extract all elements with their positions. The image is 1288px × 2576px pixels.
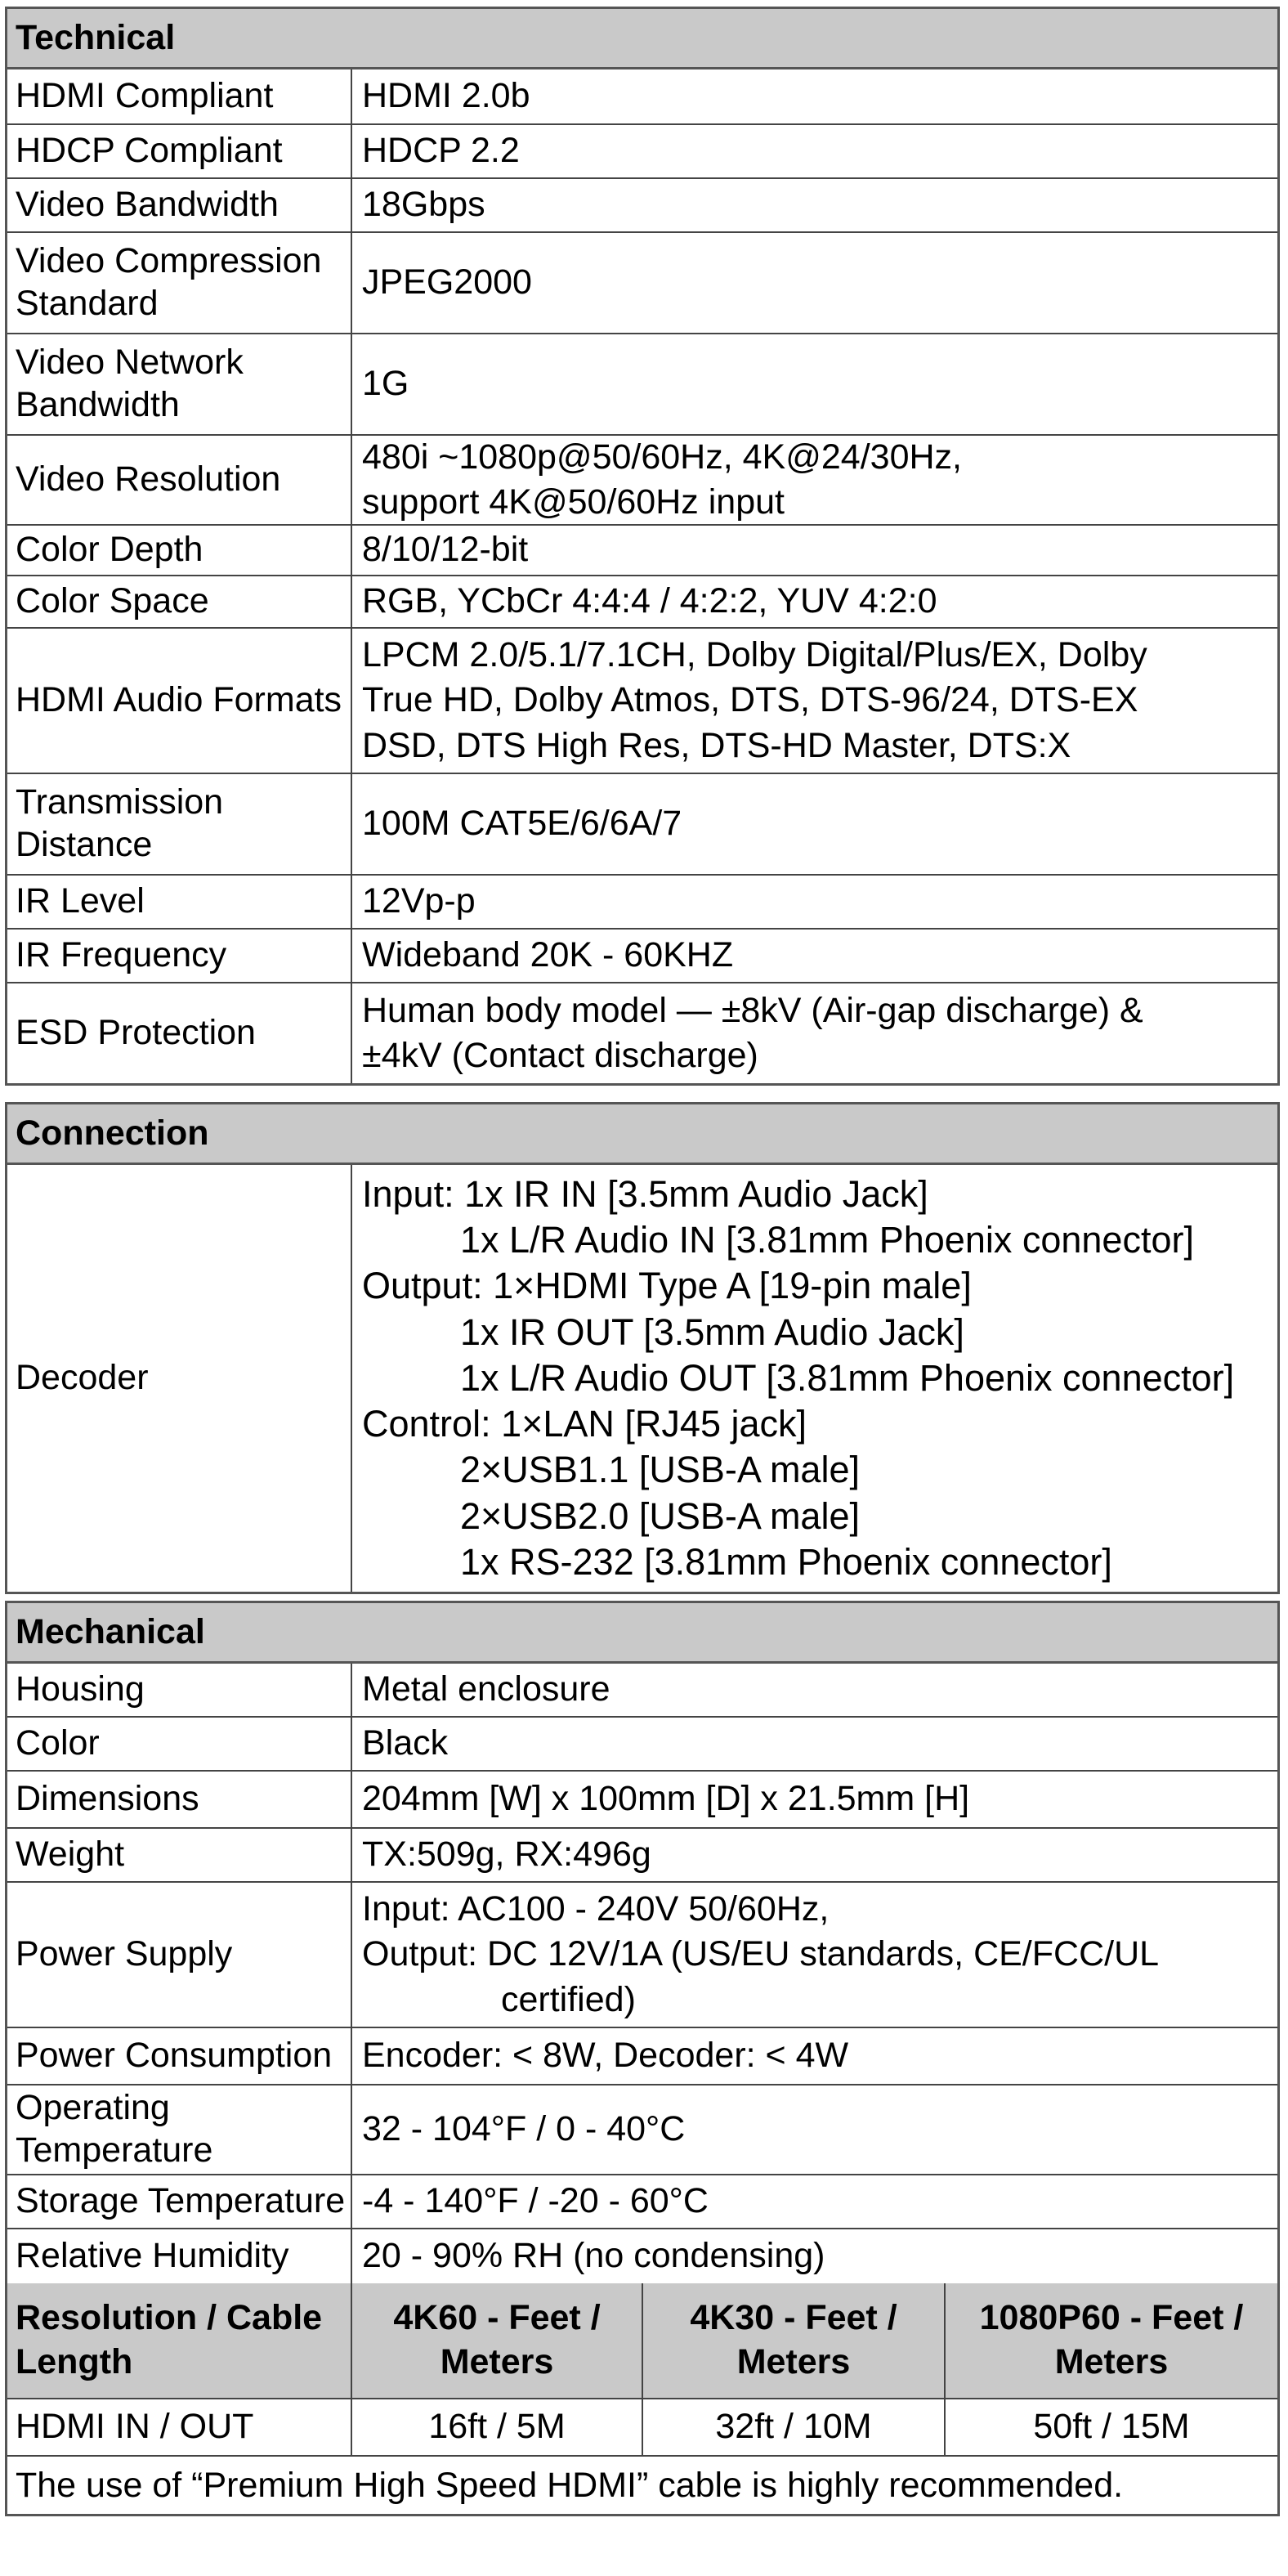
spec-value-line: HDMI 2.0b [362, 76, 530, 116]
spec-value [352, 125, 1277, 177]
spec-row [7, 930, 1277, 983]
spec-label: Dimensions [7, 1772, 352, 1827]
resolution-header: Resolution / Cable Length [7, 2283, 352, 2398]
mechanical-section [5, 1601, 1280, 2516]
spec-value-line: 8/10/12-bit [362, 530, 529, 570]
spec-label: Decoder [7, 1165, 352, 1592]
spec-value-line: certified) [501, 1979, 636, 2019]
resolution-header: 1080P60 - Feet / Meters [946, 2283, 1277, 2398]
spec-value-line: Encoder: < 8W, Decoder: < 4W [362, 2036, 849, 2076]
spec-label: Transmission Distance [7, 774, 352, 874]
spec-value [352, 774, 1277, 874]
spec-value-line: LPCM 2.0/5.1/7.1CH, Dolby Digital/Plus/EX, Dolby [362, 635, 1147, 675]
spec-value-line: Output: DC 12V/1A (US/EU standards, CE/FCC/UL [362, 1934, 1160, 1974]
spec-label: Color Space [7, 576, 352, 627]
spec-row [7, 2175, 1277, 2229]
spec-row [7, 876, 1277, 930]
spec-value [352, 179, 1277, 231]
spec-value-line: 100M CAT5E/6/6A/7 [362, 804, 682, 844]
spec-value [352, 436, 1277, 524]
spec-row [7, 179, 1277, 233]
spec-value [352, 1165, 1277, 1592]
spec-value-line: Black [362, 1723, 449, 1763]
spec-label: HDMI Audio Formats [7, 629, 352, 773]
connection-line: Input: 1x IR IN [3.5mm Audio Jack] [362, 1172, 928, 1215]
spec-row [7, 125, 1277, 179]
spec-label: Video Network Bandwidth [7, 334, 352, 434]
spec-label: IR Frequency [7, 930, 352, 982]
spec-value [352, 526, 1277, 575]
spec-value [352, 629, 1277, 773]
spec-value [352, 2085, 1277, 2174]
spec-value [352, 576, 1277, 627]
spec-value [352, 1829, 1277, 1881]
spec-row [7, 629, 1277, 774]
spec-value [352, 69, 1277, 123]
spec-value [352, 334, 1277, 434]
spec-label: Color [7, 1718, 352, 1770]
resolution-header: 4K60 - Feet / Meters [352, 2283, 643, 2398]
spec-label: Housing [7, 1664, 352, 1716]
connection-line: 1x RS-232 [3.81mm Phoenix connector] [460, 1540, 1112, 1583]
spec-row [7, 774, 1277, 876]
section-title: Mechanical [7, 1603, 1277, 1664]
spec-value [352, 233, 1277, 333]
spec-row [7, 233, 1277, 334]
spec-row [7, 1829, 1277, 1883]
spec-value-line: 1G [362, 364, 409, 404]
spec-row [7, 69, 1277, 125]
spec-value [352, 876, 1277, 928]
spec-value [352, 2028, 1277, 2084]
spec-value-line: DSD, DTS High Res, DTS-HD Master, DTS:X [362, 725, 1071, 765]
connection-line: 1x L/R Audio OUT [3.81mm Phoenix connector] [460, 1356, 1235, 1399]
spec-value-line: RGB, YCbCr 4:4:4 / 4:2:2, YUV 4:2:0 [362, 581, 937, 621]
spec-label: ESD Protection [7, 983, 352, 1083]
spec-value-line: ±4kV (Contact discharge) [362, 1036, 758, 1075]
connection-line: Output: 1×HDMI Type A [19-pin male] [362, 1265, 972, 1307]
spec-value-line: HDCP 2.2 [362, 131, 520, 171]
spec-label: Power Supply [7, 1883, 352, 2027]
spec-label: Weight [7, 1829, 352, 1881]
spec-label: Video Resolution [7, 436, 352, 524]
spec-value [352, 1883, 1277, 2027]
spec-value-line: 18Gbps [362, 185, 485, 225]
spec-row [7, 2229, 1277, 2283]
section-title: Technical [7, 9, 1277, 69]
connection-line: 2×USB2.0 [USB-A male] [460, 1494, 860, 1537]
spec-value-line: Metal enclosure [362, 1669, 610, 1709]
spec-value [352, 2229, 1277, 2283]
spec-value [352, 1718, 1277, 1770]
connection-line: 1x IR OUT [3.5mm Audio Jack] [460, 1310, 964, 1353]
spec-value [352, 1772, 1277, 1827]
spec-row [7, 334, 1277, 436]
spec-label: Video Bandwidth [7, 179, 352, 231]
spec-value-line: Human body model — ±8kV (Air-gap discharge) & [362, 990, 1143, 1030]
spec-row [7, 1883, 1277, 2028]
spec-row [7, 1718, 1277, 1772]
resolution-header: 4K30 - Feet / Meters [643, 2283, 946, 2398]
spec-value [352, 2175, 1277, 2228]
technical-section [5, 7, 1280, 1086]
spec-row [7, 1664, 1277, 1718]
resolution-cell: 16ft / 5M [352, 2399, 643, 2455]
spec-value-line: -4 - 140°F / -20 - 60°C [362, 2181, 709, 2221]
resolution-header-row [7, 2283, 1277, 2399]
spec-value [352, 1664, 1277, 1716]
spec-label: Power Consumption [7, 2028, 352, 2084]
spec-row [7, 2085, 1277, 2175]
spec-label: HDMI Compliant [7, 69, 352, 123]
connection-line: 2×USB1.1 [USB-A male] [460, 1449, 860, 1491]
section-title: Connection [7, 1104, 1277, 1165]
spec-row [7, 1165, 1277, 1592]
spec-value-line: 204mm [W] x 100mm [D] x 21.5mm [H] [362, 1779, 970, 1819]
spec-value-line: JPEG2000 [362, 262, 532, 302]
connection-section [5, 1102, 1280, 1594]
spec-label: Color Depth [7, 526, 352, 575]
spec-label: Relative Humidity [7, 2229, 352, 2283]
cable-note: The use of “Premium High Speed HDMI” cable is highly recommended. [16, 2465, 1124, 2505]
resolution-cell: 50ft / 15M [1033, 2407, 1190, 2447]
spec-value [352, 930, 1277, 982]
spec-row [7, 983, 1277, 1083]
connection-line: Control: 1×LAN [RJ45 jack] [362, 1403, 807, 1445]
spec-value-line: 12Vp-p [362, 881, 476, 921]
spec-value-line: 20 - 90% RH (no condensing) [362, 2236, 825, 2276]
resolution-row [7, 2399, 1277, 2457]
spec-value-line: 480i ~1080p@50/60Hz, 4K@24/30Hz, [362, 437, 962, 477]
spec-value-line: Wideband 20K - 60KHZ [362, 935, 734, 975]
spec-value-line: True HD, Dolby Atmos, DTS, DTS-96/24, DTS-EX [362, 680, 1138, 720]
spec-label: Operating Temperature [7, 2085, 352, 2174]
spec-row [7, 526, 1277, 576]
spec-value-line: Input: AC100 - 240V 50/60Hz, [362, 1889, 830, 1929]
spec-value [352, 983, 1277, 1083]
spec-label: Storage Temperature [7, 2175, 352, 2228]
resolution-cell: 32ft / 10M [643, 2399, 946, 2455]
spec-value-line: 32 - 104°F / 0 - 40°C [362, 2109, 686, 2149]
connection-line: 1x L/R Audio IN [3.81mm Phoenix connector] [460, 1219, 1194, 1261]
spec-value-line: support 4K@50/60Hz input [362, 482, 785, 522]
spec-row [7, 1772, 1277, 1829]
spec-row [7, 2028, 1277, 2085]
spec-row [7, 576, 1277, 629]
spec-label: HDCP Compliant [7, 125, 352, 177]
spec-row [7, 436, 1277, 526]
spec-label: IR Level [7, 876, 352, 928]
spec-label: Video Compression Standard [7, 233, 352, 333]
spec-value-line: TX:509g, RX:496g [362, 1835, 651, 1875]
resolution-cell: HDMI IN / OUT [7, 2399, 352, 2455]
